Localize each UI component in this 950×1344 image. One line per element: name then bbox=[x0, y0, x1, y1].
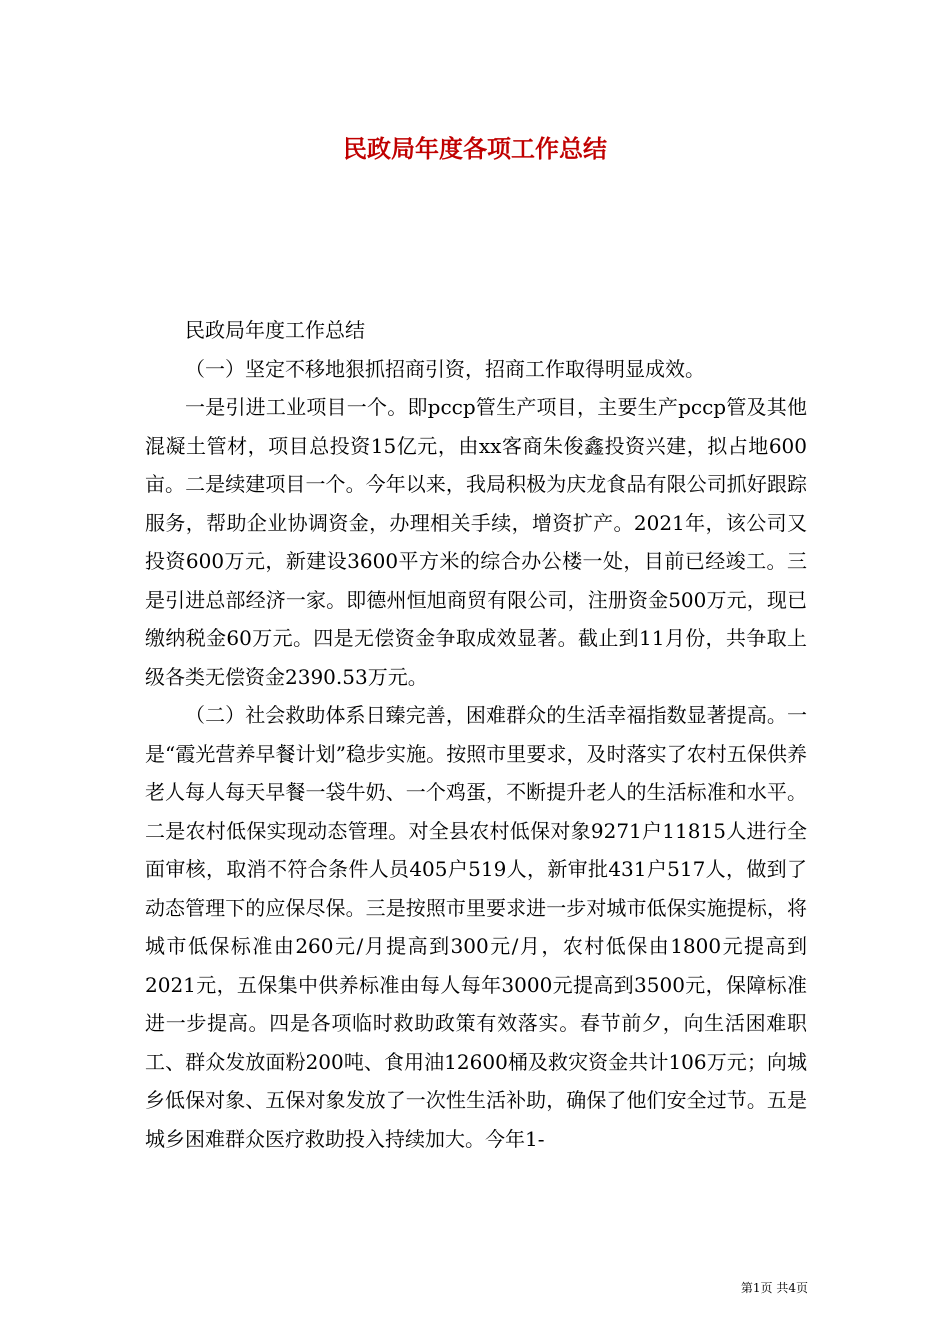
paragraph-2: 一是引进工业项目一个。即pccp管生产项目，主要生产pccp管及其他混凝土管材，项目总投资15亿元，由xx客商朱俊鑫投资兴建，拟占地600亩。二是续建项目一个。今年以来，我局积极为庆龙食品有限公司抓好跟踪服务，帮助企业协调资金，办理相关手续，增资扩产。2021年，该公司又投资600万元，新建设3600平方米的综合办公楼一处，目前已经竣工。三是引进总部经济一家。即德州恒旭商贸有限公司，注册资金500万元，现已缴纳税金60万元。四是无偿资金争取成效显著。截止到11月份，共争取上级各类无偿资金2390.53万元。 bbox=[145, 395, 807, 689]
document-body bbox=[145, 311, 807, 1158]
page-number: 第1页 共4页 bbox=[740, 1281, 808, 1295]
paragraph-1: （一）坚定不移地狠抓招商引资，招商工作取得明显成效。 bbox=[185, 356, 705, 381]
paragraph-3: （二）社会救助体系日臻完善，困难群众的生活幸福指数显著提高。一是“霞光营养早餐计划”稳步实施。按照市里要求，及时落实了农村五保供养老人每人每天早餐一袋牛奶、一个鸡蛋，不断提升老人的生活标准和水平。二是农村低保实现动态管理。对全县农村低保对象9271户11815人进行全面审核，取消不符合条件人员405户519人，新审批431户517人，做到了动态管理下的应保尽保。三是按照市里要求进一步对城市低保实施提标，将城市低保标准由260元/月提高到300元/月，农村低保由1800元提高到2021元，五保集中供养标准由每人每年3000元提高到3500元，保障标准进一步提高。四是各项临时救助政策有效落实。春节前夕，向生活困难职工、群众发放面粉200吨、食用油12600桶及救灾资金共计106万元；向城乡低保对象、五保对象发放了一次性生活补助，确保了他们安全过节。五是城乡困难群众医疗救助投入持续加大。今年1- bbox=[145, 703, 807, 1151]
document-subtitle: 民政局年度工作总结 bbox=[185, 318, 365, 342]
document-title: 民政局年度各项工作总结 bbox=[343, 134, 607, 163]
